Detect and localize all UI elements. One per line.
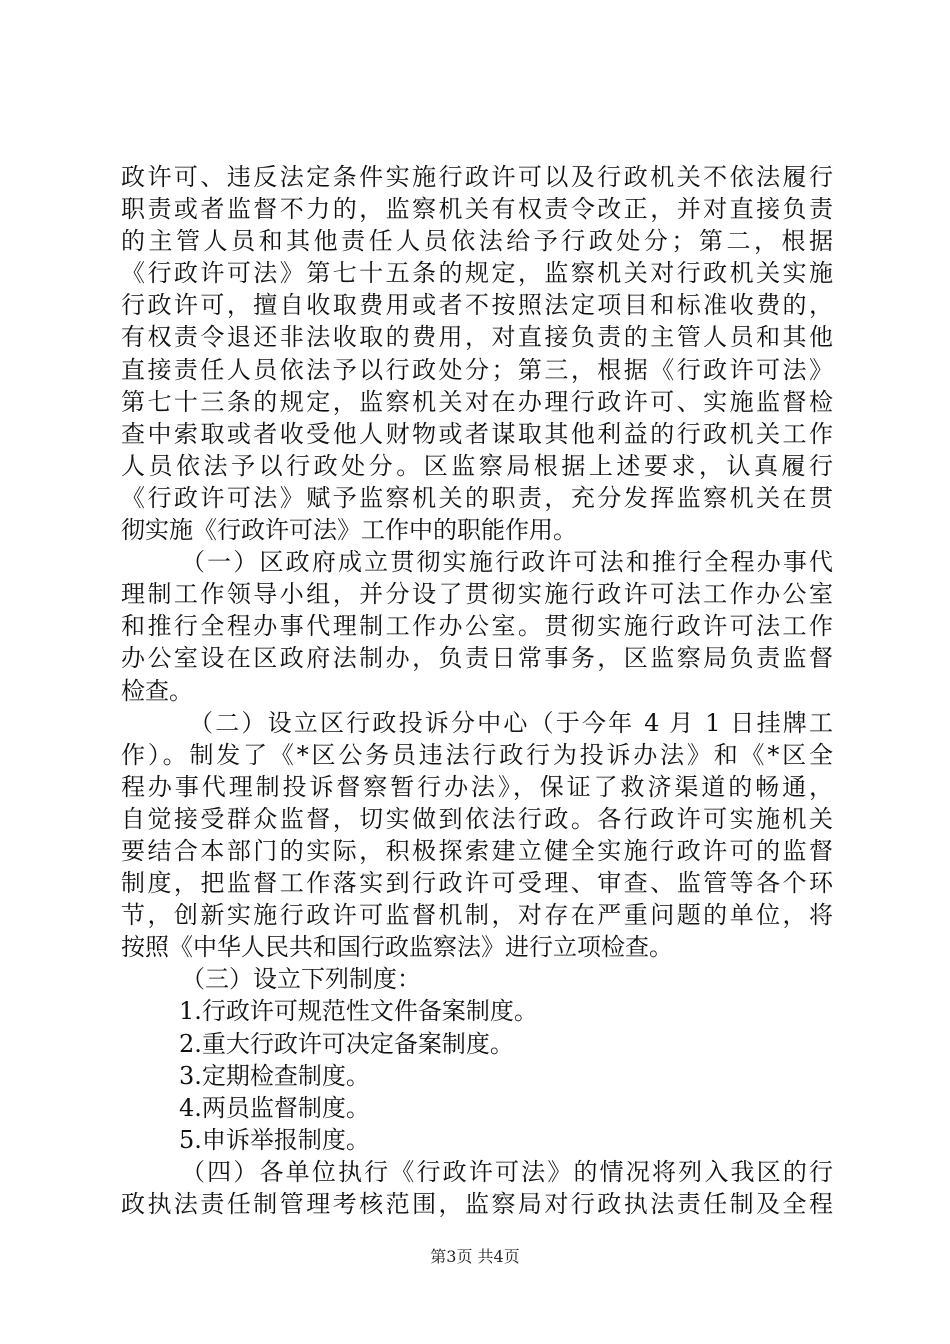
text-line: 自觉接受群众监督，切实做到依法行政。各行政许可实施机关 <box>121 804 833 833</box>
text-line: 和推行全程办事代理制工作办公室。贯彻实施行政许可法工作 <box>121 612 833 641</box>
text-line: 查中索取或者收受他人财物或者谋取其他利益的行政机关工作 <box>121 419 833 448</box>
text-line: 作）。制发了《*区公务员违法行政行为投诉办法》和《*区全 <box>121 740 833 769</box>
text-line: 检查。 <box>121 676 193 705</box>
text-line: 政执法责任制管理考核范围，监察局对行政执法责任制及全程 <box>121 1190 833 1218</box>
text-line: 节，创新实施行政许可监督机制，对存在严重问题的单位，将 <box>121 901 833 930</box>
text-line: 按照《中华人民共和国行政监察法》进行立项检查。 <box>121 933 673 962</box>
text-line: 人员依法予以行政处分。区监察局根据上述要求，认真履行 <box>121 451 833 480</box>
list-item: 1.行政许可规范性文件备案制度。 <box>179 997 538 1026</box>
document-body <box>121 161 833 1220</box>
text-line: 行政许可，擅自收取费用或者不按照法定项目和标准收费的， <box>121 291 833 320</box>
text-line: 有权责令退还非法收取的费用，对直接负责的主管人员和其他 <box>121 323 833 352</box>
text-line: 的主管人员和其他责任人员依法给予行政处分；第二，根据 <box>121 227 833 256</box>
list-item: 4.两员监督制度。 <box>179 1093 370 1122</box>
list-item: 3.定期检查制度。 <box>179 1061 370 1090</box>
text-line: 《行政许可法》第七十五条的规定，监察机关对行政机关实施 <box>121 259 833 288</box>
section-heading-line: （二）设立区行政投诉分中心（于今年 4 月 1 日挂牌工 <box>189 708 833 737</box>
section-heading-line: （四）各单位执行《行政许可法》的情况将列入我区的行 <box>181 1157 833 1186</box>
text-line: 理制工作领导小组，并分设了贯彻实施行政许可法工作办公室 <box>121 580 833 609</box>
text-line: 要结合本部门的实际，积极探索建立健全实施行政许可的监督 <box>121 836 833 865</box>
text-line: 《行政许可法》赋予监察机关的职责，充分发挥监察机关在贯 <box>121 483 833 512</box>
text-line: 第七十三条的规定，监察机关对在办理行政许可、实施监督检 <box>121 387 833 416</box>
text-line: 制度，把监督工作落实到行政许可受理、审查、监管等各个环 <box>121 869 833 898</box>
section-heading-line: （三）设立下列制度： <box>181 965 421 994</box>
text-line: 办公室设在区政府法制办，负责日常事务，区监察局负责监督 <box>121 644 833 673</box>
text-line: 直接责任人员依法予以行政处分；第三，根据《行政许可法》 <box>121 355 833 384</box>
list-item: 5.申诉举报制度。 <box>179 1125 370 1154</box>
text-line: 程办事代理制投诉督察暂行办法》，保证了救济渠道的畅通， <box>121 772 833 801</box>
text-line: 政许可、违反法定条件实施行政许可以及行政机关不依法履行 <box>121 163 833 191</box>
list-item: 2.重大行政许可决定备案制度。 <box>179 1029 514 1058</box>
text-line: 职责或者监督不力的，监察机关有权责令改正，并对直接负责 <box>121 195 833 224</box>
page-footer: 第3页 共4页 <box>430 1247 520 1266</box>
section-heading-line: （一）区政府成立贯彻实施行政许可法和推行全程办事代 <box>181 548 833 577</box>
text-line: 彻实施《行政许可法》工作中的职能作用。 <box>121 516 577 545</box>
